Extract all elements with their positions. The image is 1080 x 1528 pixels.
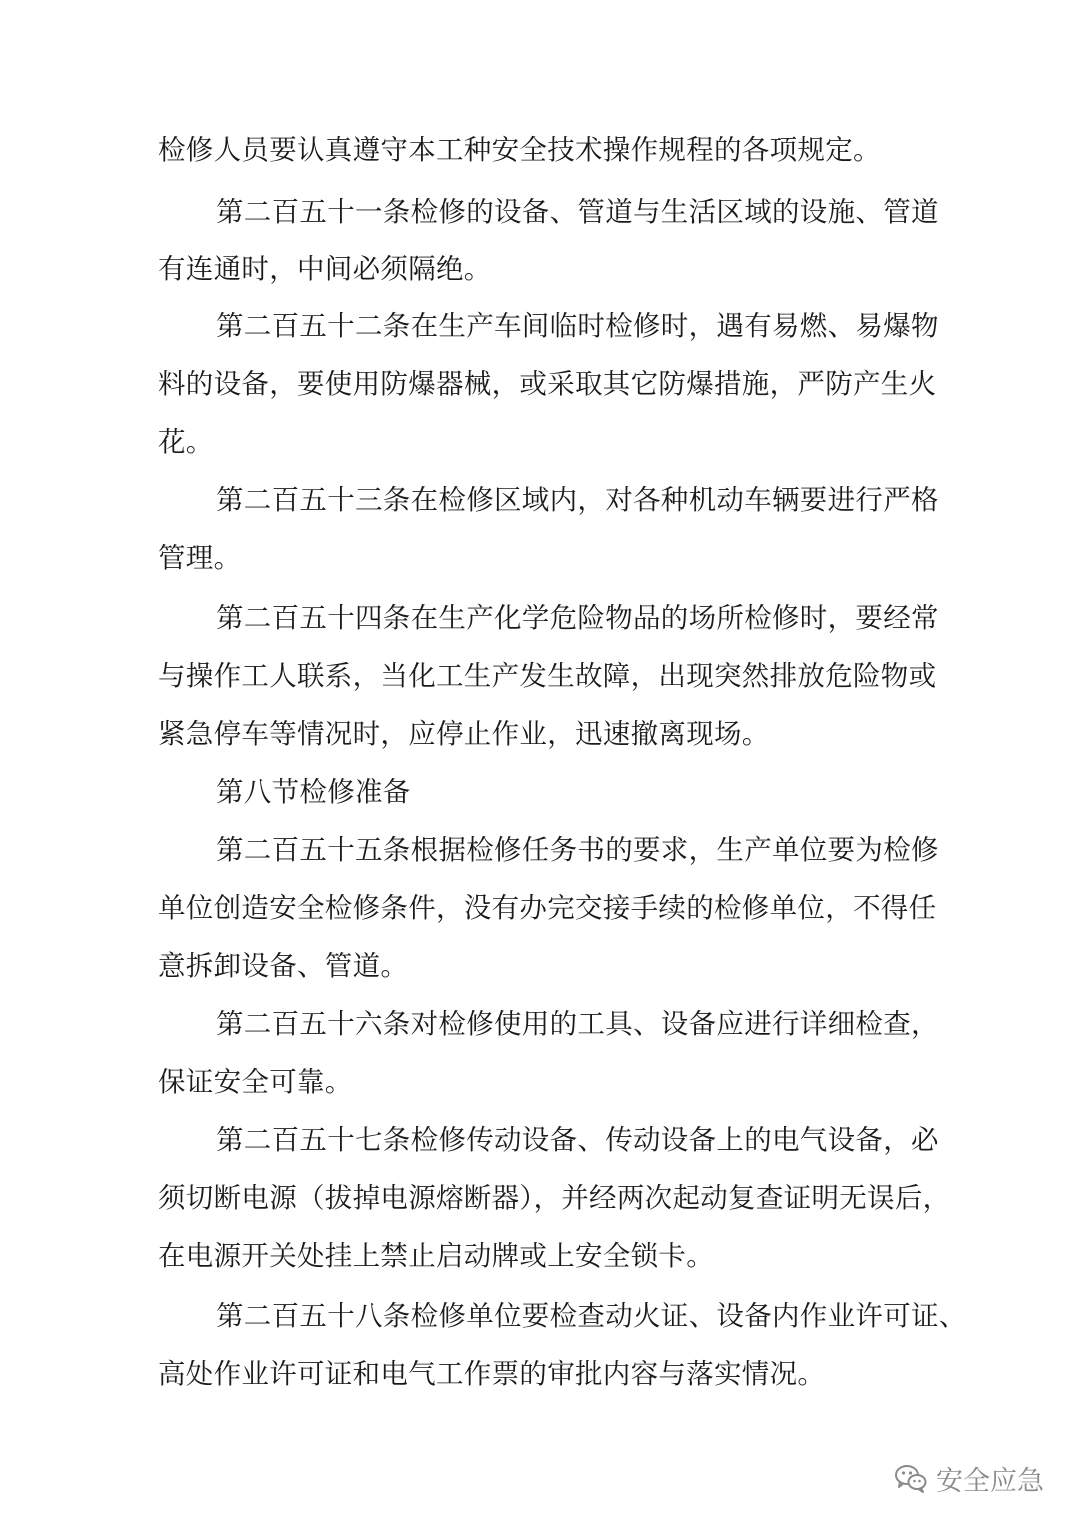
text-line: 花。 xyxy=(158,426,214,458)
watermark xyxy=(894,1456,1044,1500)
watermark-text: 安全应急 xyxy=(936,1465,1044,1497)
text-line: 料的设备，要使用防爆器械，或采取其它防爆措施，严防产生火 xyxy=(158,368,937,400)
text-line: 检修人员要认真遵守本工种安全技术操作规程的各项规定。 xyxy=(158,134,881,166)
text-line: 第二百五十一条检修的设备、管道与生活区域的设施、管道 xyxy=(216,196,939,228)
text-line: 保证安全可靠。 xyxy=(158,1066,353,1098)
text-line: 第二百五十三条在检修区域内，对各种机动车辆要进行严格 xyxy=(216,484,939,516)
text-line: 意拆卸设备、管道。 xyxy=(158,950,409,982)
section-heading: 第八节检修准备 xyxy=(216,776,411,808)
text-line: 第二百五十四条在生产化学危险物品的场所检修时，要经常 xyxy=(216,602,939,634)
text-line: 紧急停车等情况时，应停止作业，迅速撤离现场。 xyxy=(158,718,770,750)
text-line: 高处作业许可证和电气工作票的审批内容与落实情况。 xyxy=(158,1358,826,1390)
text-line: 有连通时，中间必须隔绝。 xyxy=(158,253,492,285)
text-line: 第二百五十二条在生产车间临时检修时，遇有易燃、易爆物 xyxy=(216,310,939,342)
text-line: 第二百五十八条检修单位要检查动火证、设备内作业许可证、 xyxy=(216,1300,967,1332)
text-line: 第二百五十六条对检修使用的工具、设备应进行详细检查， xyxy=(216,1008,939,1040)
text-line: 须切断电源（拔掉电源熔断器），并经两次起动复查证明无误后， xyxy=(158,1182,951,1214)
text-line: 单位创造安全检修条件，没有办完交接手续的检修单位，不得任 xyxy=(158,892,937,924)
wechat-icon xyxy=(894,1461,928,1495)
text-line: 第二百五十七条检修传动设备、传动设备上的电气设备，必 xyxy=(216,1124,939,1156)
text-line: 管理。 xyxy=(158,542,242,574)
text-line: 在电源开关处挂上禁止启动牌或上安全锁卡。 xyxy=(158,1240,714,1272)
text-line: 第二百五十五条根据检修任务书的要求，生产单位要为检修 xyxy=(216,834,939,866)
text-line: 与操作工人联系，当化工生产发生故障，出现突然排放危险物或 xyxy=(158,660,937,692)
